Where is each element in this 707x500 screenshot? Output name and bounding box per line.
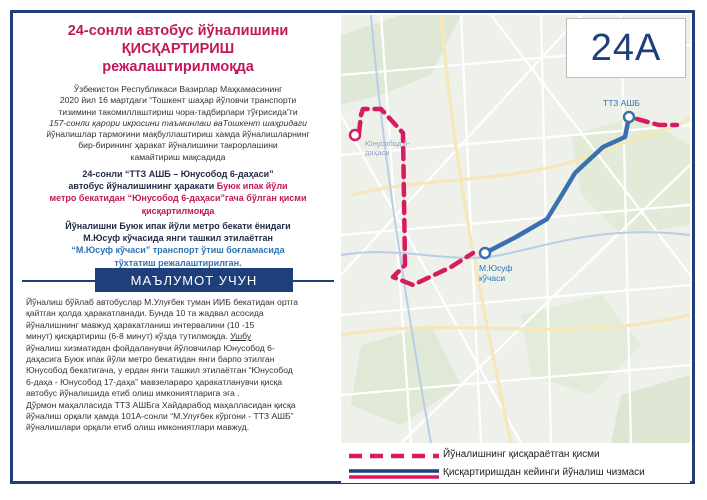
- intro-line: тизимини такомиллаштириш чора-тадбирлари тўғрисида”ги: [58, 106, 298, 117]
- statement-line: [22, 180, 334, 192]
- legend-label-after: Қисқартиришдан кейинги йўналиш чизмаси: [443, 467, 645, 478]
- map-legend: [341, 443, 690, 483]
- title-line-3: режалаштирилмоқда: [102, 59, 254, 75]
- dashed-line-swatch: [347, 449, 442, 463]
- info-line: йўналишнинг мавжуд ҳаракатланиш интервалини (10 -15: [26, 319, 255, 330]
- legend-label-shortened: Йўналишнинг қисқараётган қисми: [443, 449, 600, 460]
- route-number: 24A: [590, 26, 662, 69]
- stop-line: “М.Юсуф кўчаси” транспорт ўтиш боғламасида: [71, 245, 285, 256]
- info-line: Дўрмон маҳалласида ТТЗ АШБга Хайдарабод маҳалласидан қисқа: [26, 399, 296, 410]
- yunusobod-label: [365, 139, 411, 157]
- shortening-statement: [22, 168, 334, 217]
- yusuf-stop-marker: [480, 248, 490, 258]
- info-line: йўналишлари орқали етиб олиш имкониятлари мавжуд.: [26, 422, 250, 433]
- legend-item-after: [341, 465, 690, 483]
- stop-line: тўхтатиш режалаштирилган.: [114, 257, 242, 268]
- legend-item-shortened: [341, 447, 690, 465]
- intro-line: бир-бирининг ҳаракат йўналишини такрорлашини: [78, 140, 278, 151]
- info-line: йўналиш орқали ҳамда 101А-сонли “М.Улуғбек кўргони - ТТЗ АШБ”: [26, 411, 294, 422]
- stop-statement: [22, 220, 334, 269]
- banner-text: МАЪЛУМОТ УЧУН: [130, 272, 258, 288]
- route-number-badge: [566, 18, 686, 78]
- yunusobod-label-text: Юнусобод 6-даҳаси: [365, 139, 410, 157]
- title-line-2: ҚИСҚАРТИРИШ: [121, 41, 235, 57]
- yusuf-label-line: М.Юсуф: [479, 263, 513, 273]
- info-paragraph: [26, 297, 334, 434]
- intro-line: камайтириш мақсадида: [130, 151, 226, 162]
- ttz-label: ТТЗ АШБ: [603, 98, 640, 108]
- statement-text: автобус йўналишининг ҳаракати: [68, 181, 217, 192]
- route-map: [341, 15, 690, 443]
- info-line: қайтган ҳолда ҳаракатланади. Бунда 10 та жадвал асосида: [26, 308, 264, 319]
- stop-line: Йўналишни Буюк ипак йўли метро бекати ёнидаги: [65, 220, 291, 231]
- info-underlined: Ушбу: [230, 331, 252, 342]
- intro-line: Ўзбекистон Республикаси Вазирлар Маҳкамасининг: [73, 84, 283, 94]
- map-graphic: [341, 15, 690, 443]
- info-text: минут) қисқартириш (6-8 минут) кўзда тутилмоқда.: [26, 331, 231, 342]
- info-line: Йўналиш бўйлаб автобуслар М.Улуғбек туман ИИБ бекатидан ортга: [26, 297, 299, 307]
- statement-line: 24-сонли “ТТЗ АШБ – Юнусобод 6-даҳаси”: [82, 169, 274, 180]
- statement-line: метро бекатидан “Юнусобод 6-даҳаси”гача бўлган қисми: [49, 193, 307, 204]
- intro-paragraph: [22, 84, 334, 163]
- poster-title: [22, 22, 334, 76]
- ttz-terminal-marker: [624, 112, 634, 122]
- yusuf-label: [479, 263, 512, 283]
- yusuf-label-line: кўчаси: [479, 273, 506, 283]
- yunusobod-terminal-marker: [350, 130, 360, 140]
- intro-line: 2020 йил 16 мартдаги “Тошкент шаҳар йўловчи транспорти: [59, 95, 297, 106]
- solid-line-swatch: [347, 467, 442, 481]
- statement-line: қисқартилмоқда: [141, 205, 215, 216]
- intro-line: йўналишлар тармоғини мақбуллаштириш хамда йўналишларнинг: [46, 129, 310, 140]
- info-line: Юнусобод бекатигача, у ердан янги ташкил этилаётган “Юнусобод: [26, 365, 293, 376]
- stop-line: М.Юсуф кўчасида янги ташкил этилаётган: [83, 233, 273, 244]
- info-banner: [95, 268, 293, 292]
- statement-highlight: Буюк ипак йўли: [216, 181, 288, 192]
- info-line: 6-даҳа - Юнусобод 17-даҳа” мавзеларaро ҳаракатланувчи қисқа: [26, 376, 283, 387]
- info-line: йўналиш хизматидан фойдаланувчи йўловчилар Юнусобод 6-: [26, 342, 275, 353]
- info-line: даҳасига Буюк ипак йўли метро бекатидан янги барпо этилган: [26, 354, 275, 365]
- intro-line: 157-сонли қарори икросини таъминлаш ваТошкент шаҳридаги: [49, 117, 307, 128]
- title-line-1: 24-сонли автобус йўналишини: [67, 23, 289, 39]
- info-line: автобус йўналишида етиб олиш имкониятларига эга .: [26, 388, 240, 399]
- info-line: [26, 331, 334, 342]
